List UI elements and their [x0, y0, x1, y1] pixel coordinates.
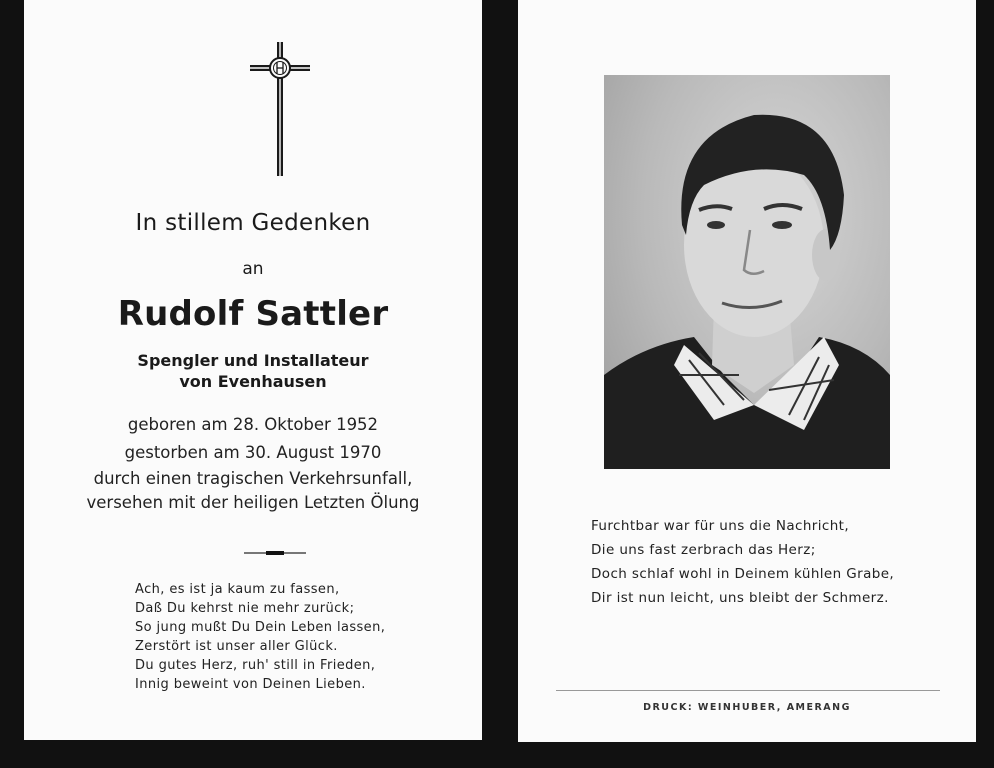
poem-line: Dir ist nun leicht, uns bleibt der Schmerz.	[591, 590, 889, 606]
poem-line: Furchtbar war für uns die Nachricht,	[591, 518, 850, 534]
ornamental-divider	[244, 552, 306, 554]
poem-line: Du gutes Herz, ruh' still in Frieden,	[135, 658, 376, 673]
portrait-illustration	[604, 75, 890, 469]
poem-left	[135, 580, 385, 694]
portrait-photo	[604, 75, 890, 469]
footer-rule	[556, 690, 940, 691]
poem-line: Daß Du kehrst nie mehr zurück;	[135, 601, 355, 616]
memorial-card-left	[24, 0, 482, 740]
poem-line: Doch schlaf wohl in Deinem kühlen Grabe,	[591, 566, 895, 582]
birth-date: geboren am 28. Oktober 1952	[127, 415, 379, 434]
death-date: gestorben am 30. August 1970	[124, 443, 382, 462]
poem-line: Die uns fast zerbrach das Herz;	[591, 542, 816, 558]
memorial-heading: In stillem Gedenken	[135, 210, 371, 236]
poem-line: Zerstört ist unser aller Glück.	[135, 639, 338, 654]
memorial-card-right	[518, 0, 976, 742]
profession-line-1: Spengler und Installateur	[137, 351, 369, 370]
poem-line: Innig beweint von Deinen Lieben.	[135, 677, 366, 692]
printer-credit: DRUCK: WEINHUBER, AMERANG	[643, 702, 851, 713]
profession-line-2: von Evenhausen	[179, 372, 327, 391]
life-details	[24, 411, 482, 515]
death-cause-line-1: durch einen tragischen Verkehrsunfall,	[93, 469, 413, 488]
poem-right	[591, 514, 894, 610]
poem-line: Ach, es ist ja kaum zu fassen,	[135, 582, 340, 597]
poem-line: So jung mußt Du Dein Leben lassen,	[135, 620, 386, 635]
cross-icon	[250, 42, 310, 176]
deceased-name: Rudolf Sattler	[117, 294, 389, 334]
profession	[24, 350, 482, 392]
memorial-an: an	[242, 259, 264, 279]
death-cause-line-2: versehen mit der heiligen Letzten Ölung	[86, 493, 420, 512]
